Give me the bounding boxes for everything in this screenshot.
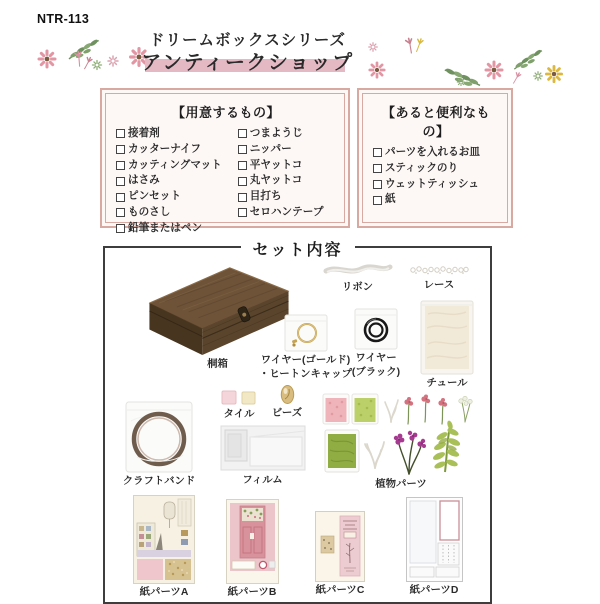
item-label: ビーズ <box>271 408 303 419</box>
checkbox-icon <box>238 177 247 186</box>
checklist-item-label: 丸ヤットコ <box>249 174 303 187</box>
checklist-item-label: 紙 <box>385 193 396 206</box>
page-title: アンティークショップ <box>141 52 354 74</box>
set-contents-section <box>103 242 492 604</box>
film-image <box>220 425 306 472</box>
checklist-item <box>116 221 238 237</box>
checklist-item-label: 接着剤 <box>128 127 160 139</box>
item-label: フィルム <box>242 475 283 486</box>
item-label: タイル <box>223 409 255 420</box>
checkbox-icon <box>116 193 125 202</box>
checkbox-icon <box>116 224 125 233</box>
item-label: リボン <box>341 282 374 293</box>
checkbox-icon <box>373 180 382 189</box>
checklist-item <box>116 126 238 142</box>
checkbox-icon <box>116 208 125 217</box>
checklist-item <box>238 126 336 142</box>
checklist-item-label: ニッパー <box>249 142 292 155</box>
item-paper-a <box>131 495 197 600</box>
checklist-item-label: カッティングマット <box>128 158 222 171</box>
item-craft-band <box>121 401 197 489</box>
checklist-item <box>373 161 499 177</box>
lace-image <box>408 264 470 277</box>
checklist-item-label: パーツを入れるお皿 <box>385 146 480 158</box>
item-label: クラフトバンド <box>122 476 196 487</box>
useful-title: 【あると便利なもの】 <box>381 105 490 139</box>
checkbox-icon <box>238 145 247 154</box>
checklist-item-label: ピンセット <box>128 190 181 203</box>
checkbox-icon <box>116 177 125 186</box>
plant-parts-image <box>319 392 483 476</box>
checklist-item <box>238 173 336 189</box>
checklist-item-label: 鉛筆またはペン <box>128 221 203 234</box>
checklist-item-label: スティックのり <box>385 161 459 174</box>
item-label: チュール <box>426 378 468 389</box>
prepare-title: 【用意するもの】 <box>171 105 280 120</box>
paper-c-image <box>315 511 365 582</box>
prepare-section-inner <box>105 93 345 234</box>
item-plant-parts <box>317 392 485 492</box>
item-tile <box>215 390 263 422</box>
tile-image <box>221 390 258 406</box>
checklist-item-label: カッターナイフ <box>128 142 201 155</box>
wire-black-image <box>354 308 398 350</box>
item-label: 紙パーツC <box>315 585 365 596</box>
series-title: ドリームボックスシリーズ <box>148 32 347 49</box>
set-contents-title: セット内容 <box>240 237 354 260</box>
item-label: 紙パーツD <box>409 585 459 596</box>
wire-gold-image <box>284 314 328 352</box>
useful-section-inner <box>362 93 508 223</box>
checklist-item-label: ウェットティッシュ <box>385 177 479 190</box>
item-label: ・ヒートンキャップ <box>258 368 353 380</box>
item-label: 紙パーツB <box>227 587 277 598</box>
checklist-item <box>373 192 499 208</box>
paper-b-image <box>226 499 279 584</box>
item-paper-c <box>312 511 368 598</box>
checklist-item <box>373 145 499 161</box>
checklist-item <box>238 189 336 205</box>
item-label: レース <box>423 280 455 291</box>
checklist-item <box>238 158 336 174</box>
checklist-item-label: セロハンテープ <box>249 205 324 218</box>
checklist-item <box>116 158 238 174</box>
checkbox-icon <box>373 196 382 205</box>
checklist-item <box>373 177 499 193</box>
item-label: 植物パーツ <box>375 479 427 490</box>
checkbox-icon <box>116 129 125 138</box>
item-ribbon <box>315 262 400 295</box>
item-beads <box>270 384 304 421</box>
item-wire-black <box>332 308 420 379</box>
tulle-image <box>420 300 474 375</box>
checklist-item-label: つまようじ <box>249 127 303 139</box>
item-label: ワイヤー(ゴールド) <box>260 355 351 366</box>
checklist-item <box>116 189 238 205</box>
checklist-item-label: ものさし <box>128 205 171 218</box>
checkbox-icon <box>238 208 247 217</box>
checklist-item-label: 目打ち <box>249 190 282 203</box>
item-label: 紙パーツA <box>139 587 189 598</box>
item-paper-b <box>223 499 281 600</box>
checklist-item <box>238 142 336 158</box>
useful-section <box>357 88 513 228</box>
paper-d-image <box>406 497 463 582</box>
paper-a-image <box>133 495 195 584</box>
item-label: (ブラック) <box>351 366 401 378</box>
checklist-item <box>116 173 238 189</box>
item-tulle <box>417 300 477 391</box>
checklist-item <box>116 205 238 221</box>
item-label: 桐箱 <box>207 359 228 370</box>
checklist-item <box>116 142 238 158</box>
checkbox-icon <box>373 148 382 157</box>
floral-decoration-right-icon <box>366 30 564 86</box>
checkbox-icon <box>238 193 247 202</box>
item-label: ワイヤー <box>355 353 397 364</box>
checklist-item <box>238 205 336 221</box>
ribbon-image <box>323 262 393 279</box>
checkbox-icon <box>116 145 125 154</box>
checkbox-icon <box>373 164 382 173</box>
item-film <box>215 425 310 488</box>
item-paper-d <box>404 497 464 598</box>
prepare-section <box>100 88 350 234</box>
craft-band-image <box>125 401 193 473</box>
checklist-item-label: 平ヤットコ <box>249 158 303 171</box>
product-code: NTR-113 <box>37 12 90 26</box>
item-lace <box>400 264 478 293</box>
checklist-item-label: はさみ <box>128 174 160 187</box>
checkbox-icon <box>116 161 125 170</box>
checkbox-icon <box>238 129 247 138</box>
checkbox-icon <box>238 161 247 170</box>
beads-image <box>280 384 295 405</box>
